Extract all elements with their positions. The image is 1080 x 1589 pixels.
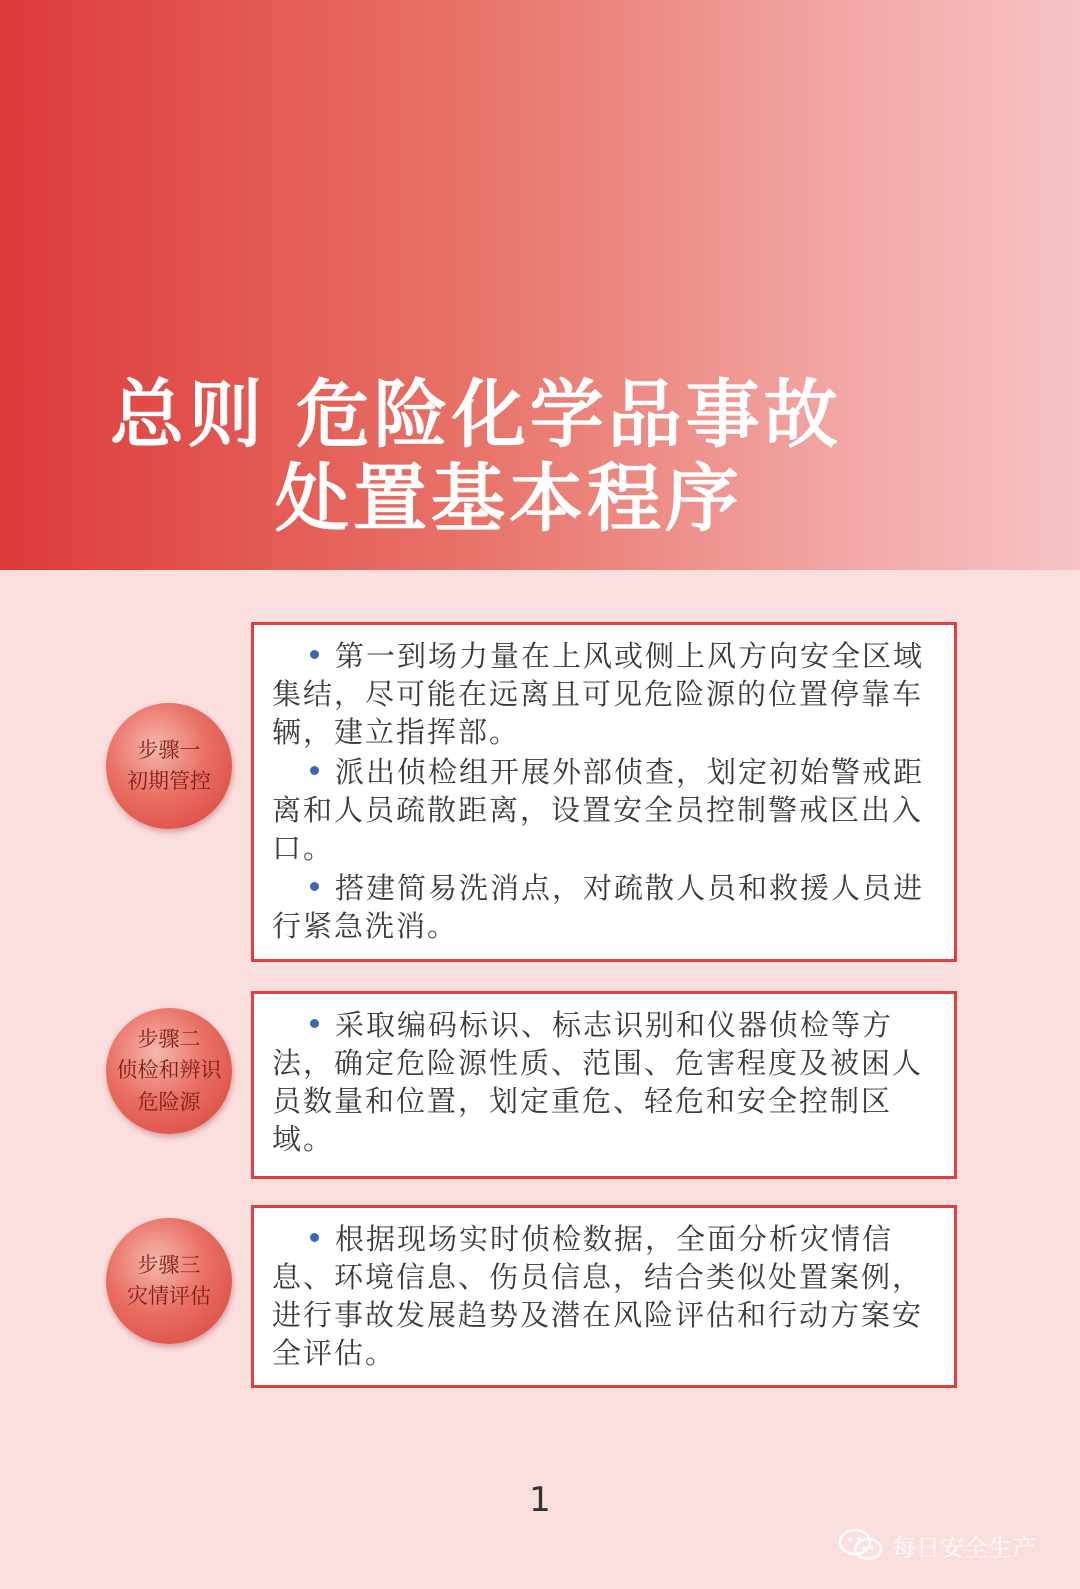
step-3-label-line-2: 灾情评估 — [127, 1284, 211, 1308]
wechat-icon — [838, 1527, 884, 1563]
step-2-badge — [106, 1008, 232, 1134]
step-1-bullet-3-text: 搭建简易洗消点，对疏散人员和救援人员进行紧急洗消。 — [272, 871, 925, 943]
step-1-bullet-1 — [272, 637, 934, 751]
step-1-label-line-1: 步骤一 — [137, 737, 201, 762]
page-number: 1 — [529, 1480, 551, 1520]
bullet-dot-icon — [310, 882, 319, 891]
step-2-label-line-1: 步骤二 — [137, 1026, 201, 1051]
step-2-bullet-1-text: 采取编码标识、标志识别和仪器侦检等方法，确定危险源性质、范围、危害程度及被困人员数量和位置，划定重危、轻危和安全控制区域。 — [272, 1008, 924, 1156]
step-1-bullet-2-text: 派出侦检组开展外部侦查，划定初始警戒距离和人员疏散距离，设置安全员控制警戒区出入口。 — [272, 755, 925, 865]
watermark-text: 每日安全生产 — [892, 1533, 1036, 1562]
step-3-bullet-1-text: 根据现场实时侦检数据，全面分析灾情信息、环境信息、伤员信息，结合类似处置案例，进行事故发展趋势及潜在风险评估和行动方案安全评估。 — [272, 1222, 924, 1370]
watermark — [838, 1527, 1036, 1563]
step-3-label-line-1: 步骤三 — [137, 1252, 201, 1277]
step-1-bullet-3 — [272, 869, 934, 945]
step-3-content-box — [251, 1205, 957, 1388]
step-1-label-line-2: 初期管控 — [127, 769, 211, 793]
bullet-dot-icon — [310, 766, 319, 775]
step-3-badge — [106, 1218, 232, 1344]
bullet-dot-icon — [310, 1019, 319, 1028]
step-1-badge — [106, 703, 232, 829]
step-2-label-line-3: 危险源 — [137, 1089, 201, 1114]
step-2-bullet-1 — [272, 1006, 934, 1158]
bullet-dot-icon — [310, 1233, 319, 1242]
bullet-dot-icon — [310, 650, 319, 659]
step-1-bullet-1-text: 第一到场力量在上风或侧上风方向安全区域集结，尽可能在远离且可见危险源的位置停靠车辆，建立指挥部。 — [272, 639, 925, 749]
page-title-line-2: 处置基本程序 — [275, 456, 743, 542]
step-1-content-box — [251, 622, 957, 962]
step-2-label-line-2: 侦检和辨识 — [116, 1058, 222, 1083]
step-1-bullet-2 — [272, 753, 934, 867]
header-banner — [0, 0, 1080, 570]
step-2-content-box — [251, 991, 957, 1179]
page-title-line-1: 总则 危险化学品事故 — [110, 372, 842, 458]
step-3-bullet-1 — [272, 1220, 934, 1372]
